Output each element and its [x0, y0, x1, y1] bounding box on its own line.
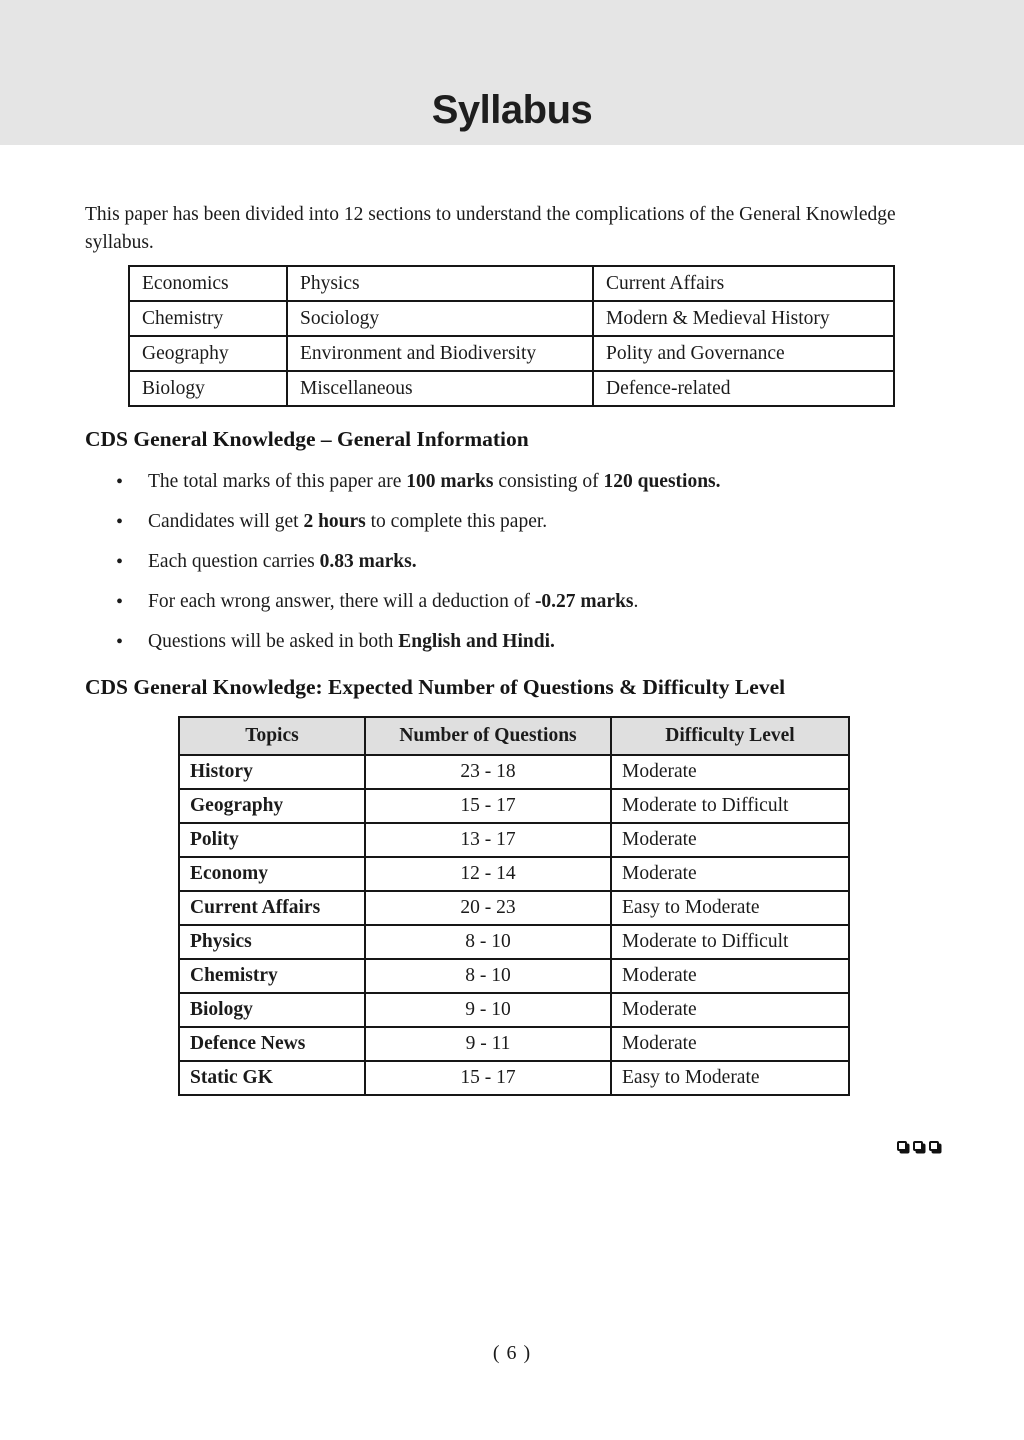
- subjects-table-row: [129, 371, 894, 406]
- subject-cell: Physics: [287, 266, 593, 301]
- difficulty-table-row: [179, 891, 849, 925]
- bullet-text-bold: English and Hindi.: [398, 631, 555, 653]
- difficulty-cell-topic: Biology: [179, 993, 365, 1027]
- difficulty-table: [178, 716, 850, 1096]
- difficulty-header-cell: Difficulty Level: [611, 717, 849, 755]
- difficulty-cell-questions: 9 - 10: [365, 993, 611, 1027]
- subject-cell: Economics: [129, 266, 287, 301]
- general-info-bullet: [85, 629, 939, 655]
- bullet-text: For each wrong answer, there will a deduction of: [148, 591, 535, 613]
- bullet-text-bold: -0.27 marks: [534, 591, 634, 613]
- difficulty-cell-level: Moderate: [611, 823, 849, 857]
- difficulty-cell-topic: Defence News: [179, 1027, 365, 1061]
- bullet-text: to complete this paper.: [365, 511, 548, 533]
- difficulty-cell-level: Moderate to Difficult: [611, 789, 849, 823]
- end-square-icon: [897, 1141, 907, 1151]
- general-info-heading: CDS General Knowledge – General Information: [85, 427, 529, 452]
- difficulty-table-row: [179, 959, 849, 993]
- difficulty-heading: CDS General Knowledge: Expected Number of Questions & Difficulty Level: [85, 675, 786, 700]
- difficulty-table-row: [179, 1027, 849, 1061]
- difficulty-cell-topic: Polity: [179, 823, 365, 857]
- difficulty-cell-level: Moderate: [611, 857, 849, 891]
- general-info-bullet: [85, 509, 939, 535]
- difficulty-header-cell: Number of Questions: [365, 717, 611, 755]
- difficulty-table-row: [179, 857, 849, 891]
- difficulty-table-row: [179, 993, 849, 1027]
- difficulty-cell-level: Moderate to Difficult: [611, 925, 849, 959]
- subjects-table-row: [129, 266, 894, 301]
- difficulty-cell-level: Easy to Moderate: [611, 1061, 849, 1095]
- subject-cell: Miscellaneous: [287, 371, 593, 406]
- subject-cell: Defence-related: [593, 371, 894, 406]
- difficulty-cell-topic: Geography: [179, 789, 365, 823]
- difficulty-cell-questions: 15 - 17: [365, 789, 611, 823]
- difficulty-cell-topic: Physics: [179, 925, 365, 959]
- subject-cell: Biology: [129, 371, 287, 406]
- difficulty-cell-questions: 8 - 10: [365, 959, 611, 993]
- subject-cell: Modern & Medieval History: [593, 301, 894, 336]
- difficulty-cell-topic: Chemistry: [179, 959, 365, 993]
- bullet-text: Questions will be asked in both: [148, 631, 399, 653]
- difficulty-cell-questions: 12 - 14: [365, 857, 611, 891]
- subjects-table-row: [129, 336, 894, 371]
- difficulty-cell-level: Easy to Moderate: [611, 891, 849, 925]
- difficulty-cell-topic: Current Affairs: [179, 891, 365, 925]
- bullet-text: Candidates will get: [148, 511, 304, 533]
- subject-cell: Geography: [129, 336, 287, 371]
- general-info-bullet: [85, 549, 939, 575]
- difficulty-cell-questions: 23 - 18: [365, 755, 611, 789]
- intro-paragraph: This paper has been divided into 12 sections to understand the complications of the General Knowledge syllabus.: [85, 204, 896, 253]
- difficulty-cell-level: Moderate: [611, 1027, 849, 1061]
- difficulty-cell-questions: 20 - 23: [365, 891, 611, 925]
- general-info-bullet: [85, 469, 939, 495]
- difficulty-cell-topic: History: [179, 755, 365, 789]
- difficulty-header-row: [179, 717, 849, 755]
- subjects-table: [128, 265, 895, 407]
- difficulty-cell-topic: Economy: [179, 857, 365, 891]
- bullet-text: The total marks of this paper are: [148, 471, 407, 493]
- page-header-band: [0, 0, 1024, 145]
- difficulty-cell-level: Moderate: [611, 993, 849, 1027]
- page-title: Syllabus: [431, 88, 593, 132]
- subject-cell: Sociology: [287, 301, 593, 336]
- difficulty-cell-level: Moderate: [611, 959, 849, 993]
- difficulty-table-row: [179, 823, 849, 857]
- end-square-icon: [913, 1141, 923, 1151]
- difficulty-table-row: [179, 755, 849, 789]
- difficulty-cell-questions: 9 - 11: [365, 1027, 611, 1061]
- difficulty-cell-questions: 15 - 17: [365, 1061, 611, 1095]
- subject-cell: Environment and Biodiversity: [287, 336, 593, 371]
- bullet-text: .: [633, 591, 639, 613]
- difficulty-cell-questions: 13 - 17: [365, 823, 611, 857]
- difficulty-cell-questions: 8 - 10: [365, 925, 611, 959]
- difficulty-cell-topic: Static GK: [179, 1061, 365, 1095]
- difficulty-header-cell: Topics: [179, 717, 365, 755]
- page-content: [0, 201, 1024, 1156]
- bullet-text: Each question carries: [148, 551, 320, 573]
- difficulty-table-row: [179, 1061, 849, 1095]
- end-square-icon: [929, 1141, 939, 1151]
- general-info-bullet: [85, 589, 939, 615]
- subject-cell: Polity and Governance: [593, 336, 894, 371]
- bullet-text-bold: 2 hours: [303, 511, 366, 533]
- subjects-table-row: [129, 301, 894, 336]
- difficulty-table-row: [179, 925, 849, 959]
- bullet-text-bold: 0.83 marks.: [319, 551, 417, 573]
- end-of-section-marks: [85, 1138, 939, 1156]
- bullet-text-bold: 100 marks: [406, 471, 494, 493]
- bullet-text: consisting of: [493, 471, 604, 493]
- page-number: ( 6 ): [492, 1342, 532, 1364]
- subject-cell: Current Affairs: [593, 266, 894, 301]
- difficulty-cell-level: Moderate: [611, 755, 849, 789]
- subject-cell: Chemistry: [129, 301, 287, 336]
- general-info-list: [85, 469, 939, 655]
- bullet-text-bold: 120 questions.: [603, 471, 721, 493]
- difficulty-table-row: [179, 789, 849, 823]
